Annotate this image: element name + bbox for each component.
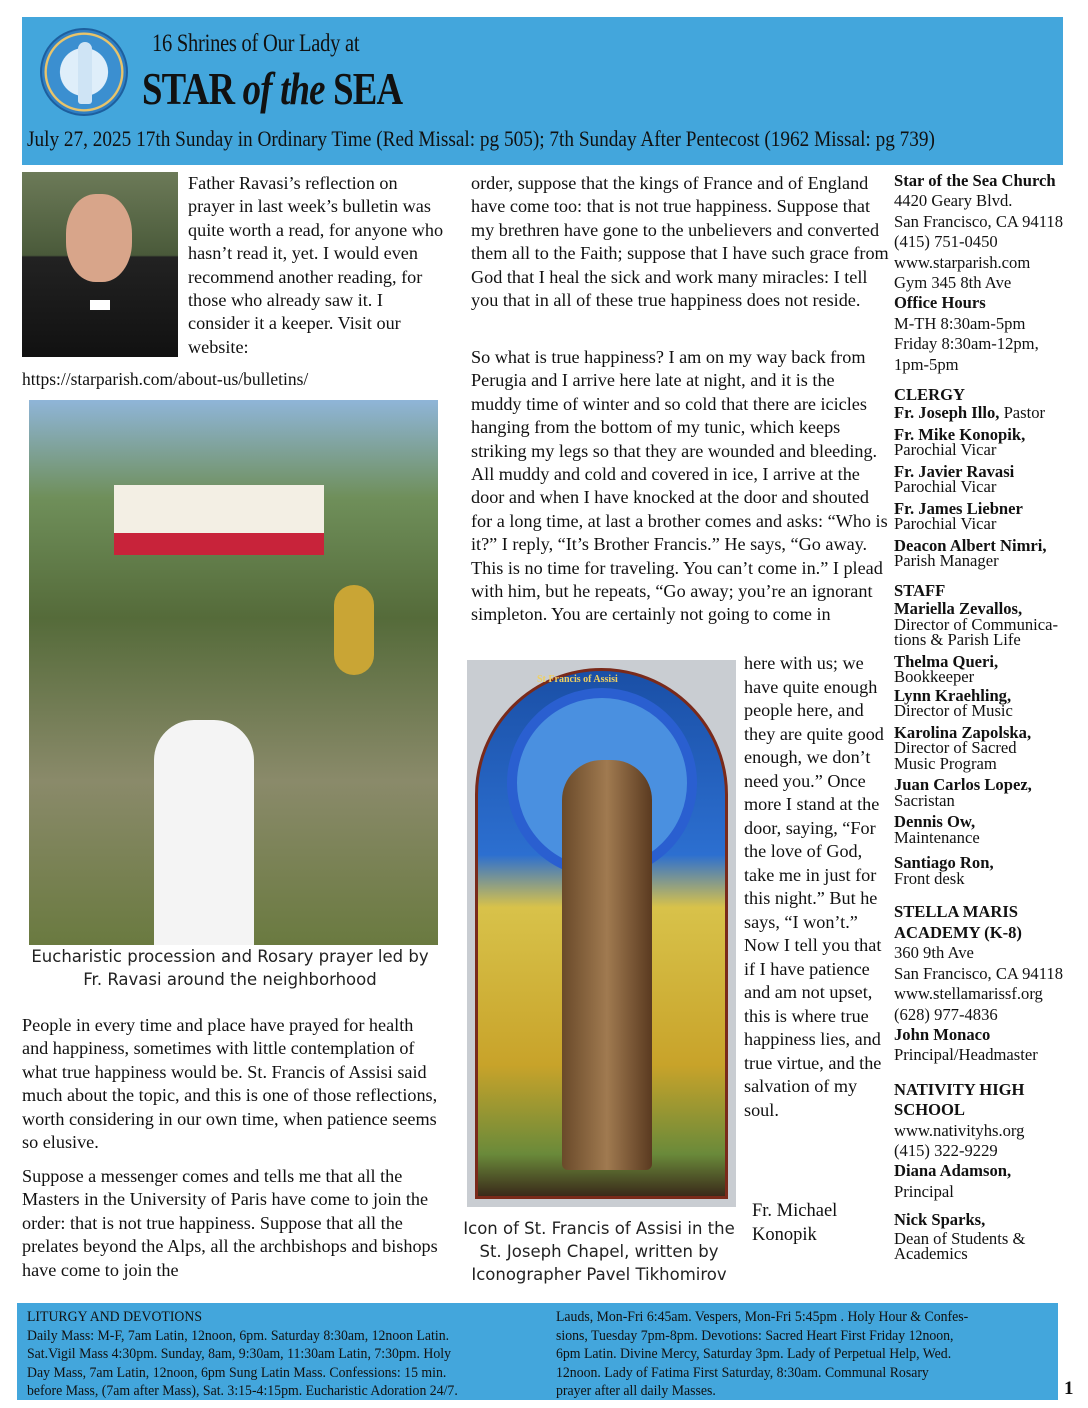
masthead-title (142, 62, 402, 115)
parish-directory (894, 171, 1088, 1262)
liturgy-schedule-left (27, 1308, 458, 1401)
office-hours: Friday 8:30am-12pm, (894, 334, 1039, 354)
title-part: of the (242, 63, 325, 114)
staff-name: Thelma Queri, (894, 651, 999, 671)
bulletins-link[interactable]: https://starparish.com/about-us/bulletins/ (22, 369, 309, 389)
schedule-line: prayer after all daily Masses. (556, 1383, 716, 1399)
staff-name: Santiago Ron, (894, 853, 994, 873)
school-heading: ACADEMY (K-8) (894, 922, 1022, 942)
article-paragraph: order, suppose that the kings of France and of England have come too: that is not true happiness. Suppose that my brethren have gone to the unbelievers and converted them all to the Faith; suppose that I have such grace from God that I heal the sick and work many miracles: I tell you that in all of these true happiness does not reside. (471, 173, 889, 311)
school-dean-role: Dean of Students & (894, 1228, 1026, 1248)
procession-caption: Eucharistic procession and Rosary prayer led by Fr. Ravasi around the neighborhood (31, 947, 429, 989)
staff-heading: STAFF (894, 580, 946, 600)
schedule-line: Day Mass, 7am Latin, 12noon, 6pm Sung Latin Mass. Confessions: 15 min. (27, 1364, 447, 1381)
schedule-line: Daily Mass: M-F, 7am Latin, 12noon, 6pm. Saturday 8:30am, 12noon Latin. (27, 1327, 450, 1344)
school-phone: (628) 977-4836 (894, 1004, 998, 1024)
schedule-line: before Mass, (7am after Mass), Sat. 3:15-4:15pm. Eucharistic Adoration 24/7. (27, 1383, 458, 1399)
intro-paragraph: Father Ravasi’s reflection on prayer in last week’s bulletin was quite worth a read, for anyone who hasn’t read it, yet. I would even recommend another reading, for those who already saw it. I consider it a keeper. Visit our website: (188, 173, 444, 357)
school-heading: SCHOOL (894, 1100, 966, 1120)
office-hours: M-TH 8:30am-5pm (894, 313, 1026, 333)
school-principal-name: Diana Adamson, (894, 1161, 1012, 1181)
staff-name: Juan Carlos Lopez, (894, 775, 1032, 795)
title-part: STAR (142, 63, 243, 114)
staff-role: Sacristan (894, 790, 955, 810)
school-principal-role: Principal (894, 1181, 954, 1201)
school-city: San Francisco, CA 94118 (894, 963, 1063, 983)
page-number: 1 (1064, 1378, 1074, 1399)
liturgy-heading: LITURGY AND DEVOTIONS (27, 1309, 203, 1325)
staff-name: Mariella Zevallos, (894, 599, 1023, 619)
schedule-line: 6pm Latin. Divine Mercy, Saturday 3pm. Lady of Perpetual Help, Wed. (556, 1346, 952, 1362)
portrait-photo (22, 172, 178, 357)
school-dean-role: Academics (894, 1244, 968, 1264)
clergy-name: Fr. Javier Ravasi (894, 461, 1015, 481)
staff-name: Lynn Kraehling, (894, 685, 1012, 705)
masthead-subtitle: 16 Shrines of Our Lady at (152, 30, 360, 57)
school-phone: (415) 322-9229 (894, 1140, 998, 1160)
article-paragraph: here with us; we have quite enough people here, and they are quite good enough, we don’t need you.” Once more I stand at the door, saying, “For the love of God, take me in just for this night.” But he says, “I won’t.” Now I tell you that if I have patience and am not upset, this is where true happiness lies, and true virtue, and the salvation of my soul. (744, 653, 884, 1120)
school-dean-name: Nick Sparks, (894, 1210, 986, 1230)
school-heading: NATIVITY HIGH (894, 1079, 1025, 1099)
title-part: SEA (324, 63, 403, 114)
staff-role: Maintenance (894, 827, 980, 847)
church-city: San Francisco, CA 94118 (894, 211, 1063, 231)
clergy-role: Parochial Vicar (894, 514, 997, 534)
office-hours: 1pm-5pm (894, 354, 959, 374)
article-paragraph: So what is true happiness? I am on my way back from Perugia and I arrive here late at night, and it is the muddy time of winter and so cold that there are icicles hanging from the bottom of my tunic, which keeps striking my legs so that they are wounded and bleeding. All muddy and cold and covered in ice, I arrive at the door and when I have knocked at the door and shouted for a long time, at last a brother comes and asks: “Who is it?” I reply, “It’s Brother Francis.” He says, “Go away. This is no time for traveling. You can’t come in.” I plead with him, but he repeats, “Go away; you’re an ignorant simpleton. You are certainly not going to come in (471, 347, 888, 625)
procession-photo (29, 400, 438, 945)
school-address: 360 9th Ave (894, 943, 974, 963)
school-heading: STELLA MARIS (894, 902, 1019, 922)
clergy-role: Parochial Vicar (894, 440, 997, 460)
school-website[interactable]: www.nativityhs.org (894, 1120, 1025, 1140)
staff-role: Bookkeeper (894, 667, 975, 687)
church-website[interactable]: www.starparish.com (894, 252, 1031, 272)
clergy-heading: CLERGY (894, 385, 965, 405)
staff-role: tions & Parish Life (894, 630, 1021, 650)
icon-caption: Icon of St. Francis of Assisi in the St. Joseph Chapel, written by Iconographer Pavel Tikhomirov (463, 1219, 735, 1284)
school-head-role: Principal/Headmaster (894, 1045, 1038, 1065)
icon-inscription: St Francis of Assisi (537, 674, 618, 685)
staff-role: Front desk (894, 868, 965, 888)
parish-seal-logo (40, 28, 128, 116)
staff-role: Music Program (894, 753, 997, 773)
church-name: Star of the Sea Church (894, 171, 1056, 190)
schedule-line: Sat.Vigil Mass 4:30pm. Sunday, 8am, 9:30am, 11:30am Latin, 7:30pm. Holy (27, 1346, 452, 1362)
school-website[interactable]: www.stellamarissf.org (894, 984, 1043, 1004)
church-phone: (415) 751-0450 (894, 232, 998, 252)
st-francis-icon-image (467, 660, 736, 1207)
clergy-name: Fr. James Liebner (894, 498, 1023, 518)
gym-address: Gym 345 8th Ave (894, 273, 1012, 293)
clergy-role: Pastor (1003, 403, 1046, 423)
schedule-line: 12noon. Lady of Fatima First Saturday, 8:30am. Communal Rosary (556, 1364, 929, 1381)
staff-role: Director of Sacred (894, 738, 1017, 758)
clergy-name: Fr. Mike Konopik, (894, 424, 1026, 444)
church-address: 4420 Geary Blvd. (894, 191, 1013, 211)
schedule-line: sions, Tuesday 7pm-8pm. Devotions: Sacred Heart First Friday 12noon, (556, 1327, 954, 1344)
author-signature: Fr. Michael Konopik (752, 1201, 838, 1245)
schedule-line: Lauds, Mon-Fri 6:45am. Vespers, Mon-Fri 5:45pm . Holy Hour & Confes- (556, 1309, 969, 1325)
article-paragraph: Suppose a messenger comes and tells me that all the Masters in the University of Paris have come to join the order: that is not true happiness. Suppose that all the prelates beyond the Alps, all the archbishops and bishops have come to join the (22, 1166, 438, 1280)
liturgy-schedule-right (556, 1308, 968, 1401)
clergy-role: Parish Manager (894, 551, 999, 571)
staff-role: Director of Communica- (894, 614, 1059, 634)
clergy-role: Parochial Vicar (894, 477, 997, 497)
article-paragraph: People in every time and place have prayed for health and happiness, sometimes with little contemplation of what true happiness would be. St. Francis of Assisi said much about the topic, and this is one of those reflections, worth considering in our own time, when patience seems so elusive. (22, 1015, 438, 1153)
liturgical-date: July 27, 2025 17th Sunday in Ordinary Time (Red Missal: pg 505); 7th Sunday After Pentecost (1962 Missal: pg 739) (27, 126, 935, 151)
clergy-name: Fr. Joseph Illo, (894, 403, 1000, 423)
staff-name: Dennis Ow, (894, 812, 976, 832)
office-hours-heading: Office Hours (894, 293, 986, 313)
staff-name: Karolina Zapolska, (894, 722, 1032, 742)
clergy-name: Deacon Albert Nimri, (894, 535, 1047, 555)
staff-role: Director of Music (894, 701, 1013, 721)
school-head-name: John Monaco (894, 1024, 991, 1044)
